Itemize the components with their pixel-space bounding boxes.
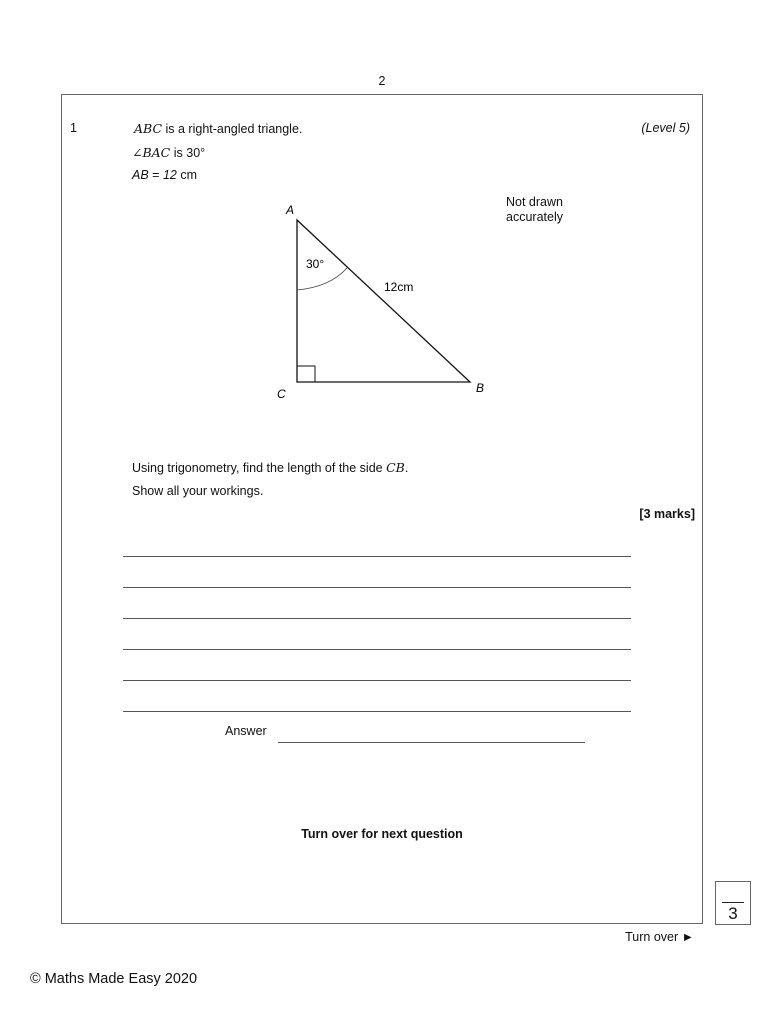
marks-total-box — [715, 881, 751, 925]
equals: = — [148, 168, 163, 182]
working-line-1[interactable] — [123, 556, 631, 557]
turn-over-next: Turn over for next question — [301, 827, 463, 841]
question-number: 1 — [70, 121, 77, 135]
right-angle-marker — [297, 366, 315, 382]
marks-label: [3 marks] — [639, 507, 695, 521]
working-line-2[interactable] — [123, 587, 631, 588]
page-number: 2 — [378, 74, 386, 88]
triangle — [297, 220, 470, 382]
marks-divider — [722, 902, 744, 903]
note-line-1: Not drawn — [506, 195, 563, 209]
working-line-6[interactable] — [123, 711, 631, 712]
working-line-3[interactable] — [123, 618, 631, 619]
line1-text: is a right-angled triangle. — [165, 122, 303, 136]
angle-arc — [297, 268, 347, 290]
vertex-c-label: C — [277, 387, 286, 401]
side-cb: CB — [386, 460, 405, 475]
vertex-b-label: B — [476, 381, 485, 395]
unit-cm: cm — [176, 168, 197, 182]
side-ab-value: 12 — [162, 168, 177, 182]
vertex-a-label: A — [286, 203, 295, 217]
working-line-4[interactable] — [123, 649, 631, 650]
note-line-2: accurately — [506, 210, 563, 224]
triangle-name: ABC — [134, 121, 163, 136]
turn-over-footer: Turn over ► — [625, 930, 694, 944]
level-label: (Level 5) — [641, 121, 690, 135]
instruction-line — [132, 460, 408, 475]
workings-instruction: Show all your workings. — [132, 484, 264, 498]
line2-text: is 30° — [173, 146, 206, 160]
copyright: © Maths Made Easy 2020 — [30, 971, 198, 987]
marks-total: 3 — [728, 904, 738, 923]
instruction-text: Using trigonometry, find the length of the side — [132, 461, 383, 475]
answer-label: Answer — [225, 724, 267, 738]
working-line-5[interactable] — [123, 680, 631, 681]
angle-name: ∠BAC — [132, 145, 171, 160]
answer-line[interactable] — [278, 742, 585, 743]
side-length-label: 12cm — [384, 280, 414, 294]
instruction-end: . — [404, 461, 409, 475]
angle-label: 30° — [306, 257, 325, 271]
side-ab-label: AB — [132, 168, 149, 182]
